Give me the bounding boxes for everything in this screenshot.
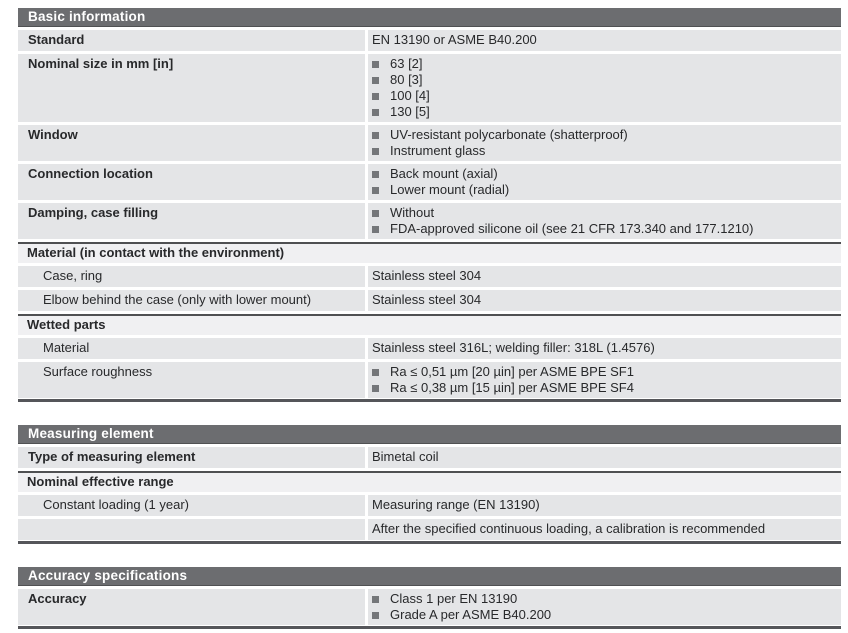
value-text: EN 13190 or ASME B40.200 [372, 32, 537, 47]
bullet-item [372, 380, 833, 396]
bullet-item [372, 166, 833, 182]
bullet-item [372, 591, 833, 607]
bullet-square-icon [372, 171, 379, 178]
bullet-item [372, 104, 833, 120]
bullet-square-icon [372, 612, 379, 619]
bullet-item [372, 127, 833, 143]
spec-row [18, 30, 841, 51]
bullet-item [372, 182, 833, 198]
bullet-square-icon [372, 187, 379, 194]
spec-label: Elbow behind the case (only with lower mount) [18, 290, 365, 311]
bullet-text: 80 [3] [390, 72, 423, 87]
spec-value [368, 164, 841, 200]
bullet-text: FDA-approved silicone oil (see 21 CFR 173.340 and 177.1210) [390, 221, 754, 236]
spec-label: Standard [18, 30, 365, 51]
bullet-text: Instrument glass [390, 143, 486, 158]
section-title: Measuring element [18, 425, 841, 444]
spec-row [18, 290, 841, 311]
section-title: Basic information [18, 8, 841, 27]
value-text: Bimetal coil [372, 449, 439, 464]
bullet-text: UV-resistant polycarbonate (shatterproof) [390, 127, 628, 142]
spec-value [368, 30, 841, 51]
spec-row [18, 589, 841, 625]
value-text: Stainless steel 304 [372, 268, 482, 283]
bullet-item [372, 88, 833, 104]
spec-label: Accuracy [18, 589, 365, 625]
spec-row [18, 54, 841, 122]
bullet-text: Without [390, 205, 435, 220]
spec-label: Constant loading (1 year) [18, 495, 365, 516]
spec-value [368, 447, 841, 468]
value-text: Measuring range (EN 13190) [372, 497, 540, 512]
value-text: After the specified continuous loading, a calibration is recommended [372, 521, 766, 536]
bullet-item [372, 72, 833, 88]
bullet-item [372, 56, 833, 72]
spec-value [368, 203, 841, 239]
bullet-text: 100 [4] [390, 88, 430, 103]
bullet-text: Class 1 per EN 13190 [390, 591, 518, 606]
spec-tables-container [18, 8, 841, 629]
spec-label: Surface roughness [18, 362, 365, 398]
spec-value [368, 338, 841, 359]
bullet-item [372, 221, 833, 237]
bullet-text: 130 [5] [390, 104, 430, 119]
bullet-item [372, 364, 833, 380]
spec-row [18, 362, 841, 398]
spec-label: Type of measuring element [18, 447, 365, 468]
spec-row [18, 125, 841, 161]
bullet-square-icon [372, 385, 379, 392]
bullet-square-icon [372, 369, 379, 376]
spec-row [18, 203, 841, 239]
spec-table [18, 425, 841, 544]
spec-value [368, 362, 841, 398]
spec-value [368, 290, 841, 311]
spec-value [368, 266, 841, 287]
spec-label: Connection location [18, 164, 365, 200]
spec-subheader: Material (in contact with the environment) [18, 242, 841, 263]
spec-label: Material [18, 338, 365, 359]
spec-row [18, 164, 841, 200]
spec-value [368, 54, 841, 122]
spec-row [18, 495, 841, 516]
bullet-square-icon [372, 109, 379, 116]
spec-row [18, 519, 841, 540]
spec-value [368, 589, 841, 625]
spec-label: Nominal size in mm [in] [18, 54, 365, 122]
bullet-text: 63 [2] [390, 56, 423, 71]
bullet-square-icon [372, 210, 379, 217]
bullet-square-icon [372, 226, 379, 233]
spec-row [18, 338, 841, 359]
bullet-item [372, 205, 833, 221]
spec-subheader: Nominal effective range [18, 471, 841, 492]
spec-subheader: Wetted parts [18, 314, 841, 335]
value-text: Stainless steel 304 [372, 292, 482, 307]
bullet-text: Back mount (axial) [390, 166, 498, 181]
spec-label: Damping, case filling [18, 203, 365, 239]
bullet-square-icon [372, 132, 379, 139]
bullet-text: Ra ≤ 0,38 µm [15 µin] per ASME BPE SF4 [390, 380, 634, 395]
bullet-square-icon [372, 61, 379, 68]
spec-table [18, 567, 841, 629]
value-text: Stainless steel 316L; welding filler: 318L (1.4576) [372, 340, 655, 355]
spec-value [368, 125, 841, 161]
spec-row [18, 266, 841, 287]
section-title: Accuracy specifications [18, 567, 841, 586]
bullet-text: Grade A per ASME B40.200 [390, 607, 552, 622]
bullet-square-icon [372, 148, 379, 155]
spec-label: Window [18, 125, 365, 161]
spec-value [368, 495, 841, 516]
bullet-text: Lower mount (radial) [390, 182, 510, 197]
bullet-item [372, 607, 833, 623]
spec-label [18, 519, 365, 540]
spec-value [368, 519, 841, 540]
bullet-square-icon [372, 596, 379, 603]
bullet-square-icon [372, 77, 379, 84]
spec-row [18, 447, 841, 468]
bullet-text: Ra ≤ 0,51 µm [20 µin] per ASME BPE SF1 [390, 364, 634, 379]
bullet-item [372, 143, 833, 159]
bullet-square-icon [372, 93, 379, 100]
spec-table [18, 8, 841, 402]
spec-label: Case, ring [18, 266, 365, 287]
